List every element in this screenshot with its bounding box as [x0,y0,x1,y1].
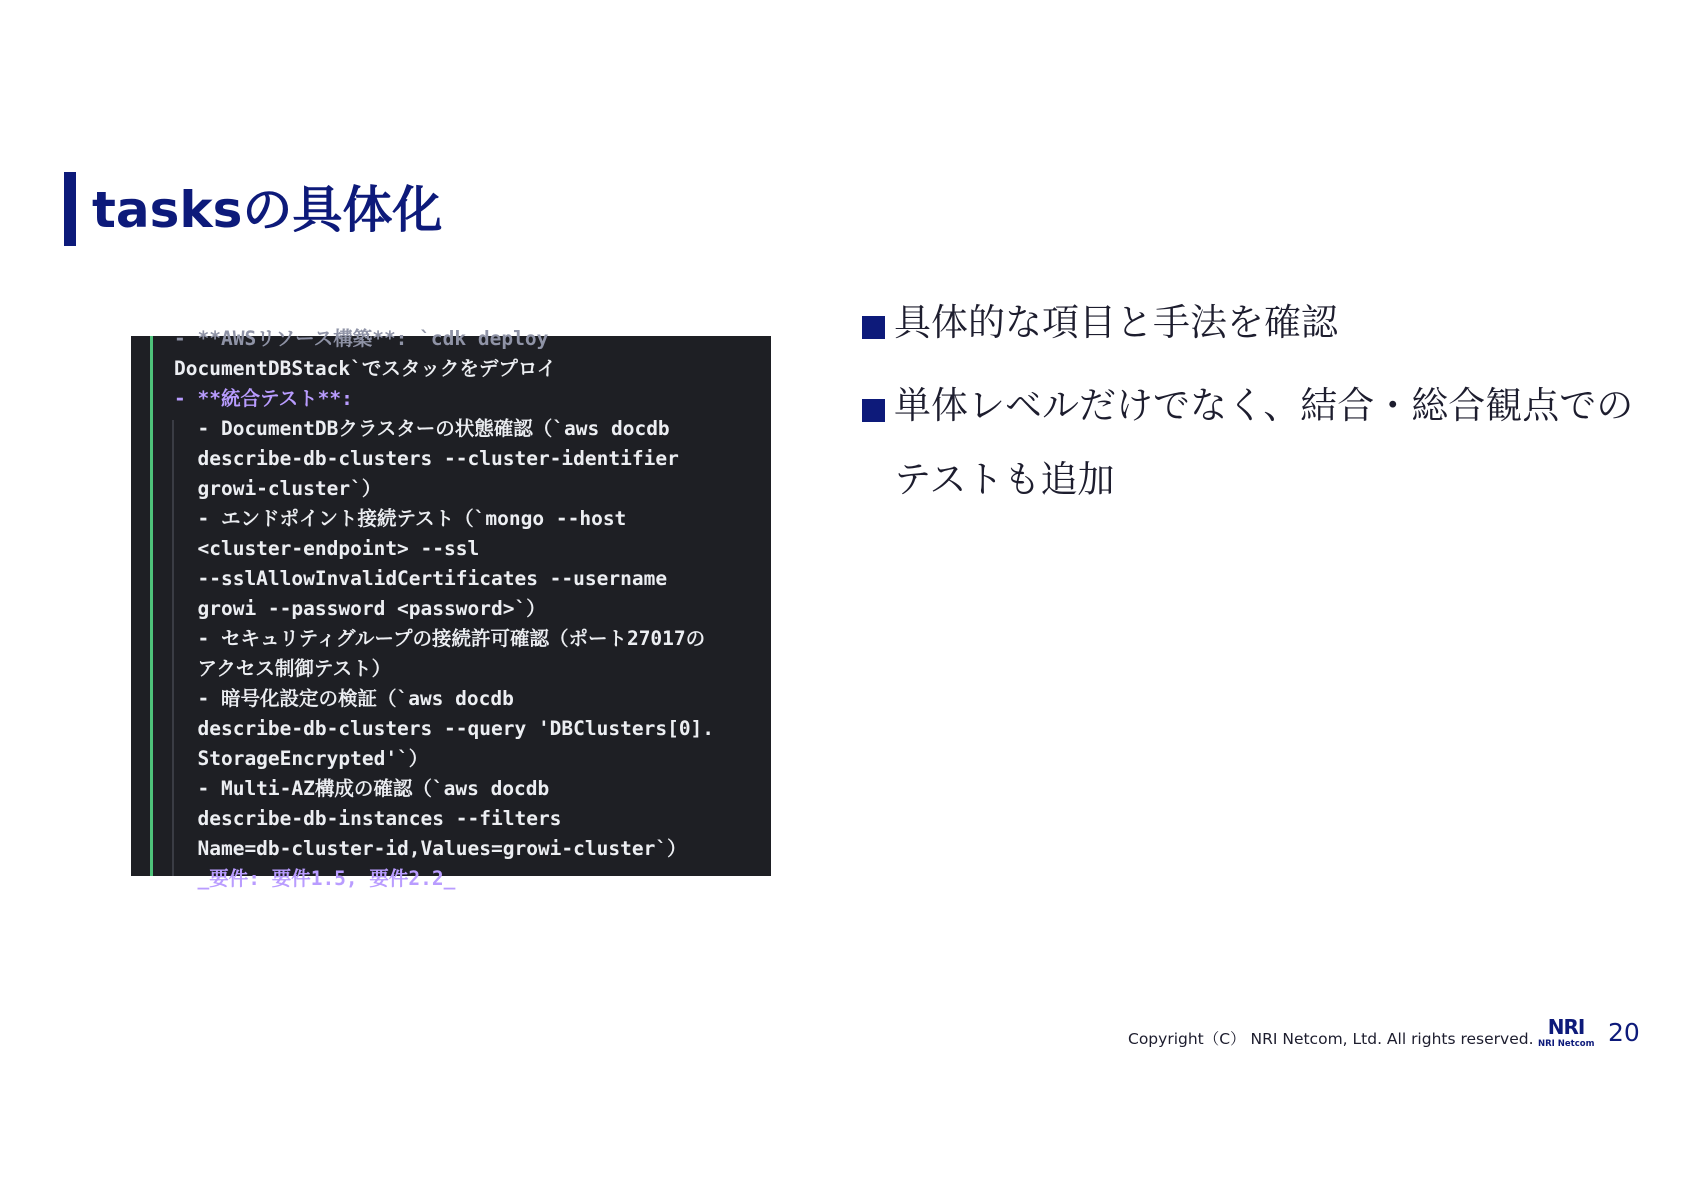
code-line-6: - エンドポイント接続テスト（`mongo --host [174,507,627,530]
code-line-1: DocumentDBStack`でスタックをデプロイ [174,357,557,380]
slide-title: tasksの具体化 [92,181,443,239]
company-logo [1538,1016,1594,1052]
code-line-17: Name=db-cluster-id,Values=growi-cluster`） [174,837,687,860]
copyright-text: Copyright（C） NRI Netcom, Ltd. All rights reserved. [1128,1030,1534,1048]
title-accent-bar [64,172,76,246]
bullet-square-icon [862,399,885,422]
code-green-bar [150,336,153,876]
bullet-square-icon [862,316,885,339]
code-line-14: StorageEncrypted'`） [174,747,429,770]
code-line-10: - セキュリティグループの接続許可確認（ポート27017の [174,627,706,650]
bullet-text: テストも追加 [894,458,1115,501]
code-line-18: _要件: 要件1.5, 要件2.2_ [174,867,456,890]
code-line-8: --sslAllowInvalidCertificates --username [174,567,668,590]
code-line-2: - **統合テスト**: [174,387,353,410]
page-number: 20 [1608,1018,1640,1047]
code-line-5: growi-cluster`） [174,477,382,500]
code-line-3: - DocumentDBクラスターの状態確認（`aws docdb [174,417,670,440]
logo-subtext: NRI Netcom [1538,1039,1595,1049]
bullet-text: 単体レベルだけでなく、結合・総合観点での [894,384,1634,427]
code-line-4: describe-db-clusters --cluster-identifier [174,447,679,470]
code-line-9: growi --password <password>`） [174,597,546,620]
code-screenshot [131,327,771,890]
code-line-15: - Multi-AZ構成の確認（`aws docdb [174,777,550,800]
code-line-0: - **AWSリソース構築**: `cdk deploy [174,327,549,350]
code-line-11: アクセス制御テスト） [174,657,392,680]
code-line-7: <cluster-endpoint> --ssl [174,537,480,560]
bullet-text: 具体的な項目と手法を確認 [894,301,1338,344]
logo-mark: NRI [1547,1015,1585,1039]
code-line-13: describe-db-clusters --query 'DBClusters[0]. [174,717,715,740]
code-line-16: describe-db-instances --filters [174,807,562,830]
code-line-12: - 暗号化設定の検証（`aws docdb [174,687,514,710]
